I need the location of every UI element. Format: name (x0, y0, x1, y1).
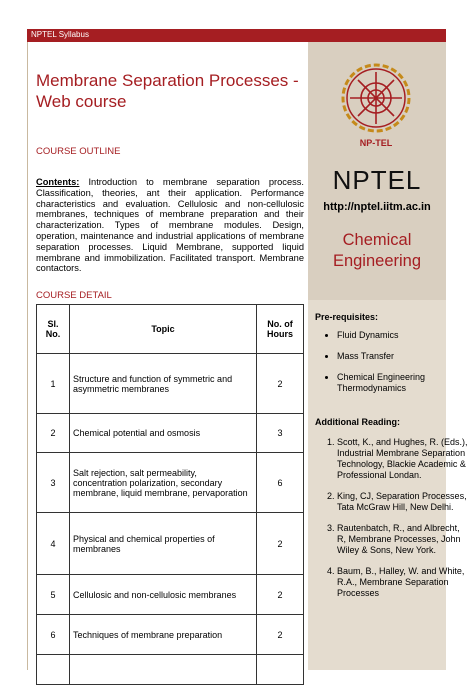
row-topic: Physical and chemical properties of membranes (70, 513, 257, 575)
nptel-logo (337, 60, 415, 150)
course-detail-heading: COURSE DETAIL (36, 290, 112, 301)
prereq-list (315, 330, 467, 404)
row-number: 2 (37, 414, 70, 453)
reading-list (313, 437, 469, 609)
course-title: Membrane Separation Processes - Web course (36, 71, 299, 111)
header-hours: No. of Hours (257, 305, 304, 354)
row-number: 4 (37, 513, 70, 575)
discipline-name: Chemical Engineering (332, 231, 422, 270)
row-topic: Salt rejection, salt permeability, concentration polarization, secondary membrane, liquid membrane, pervaporation (70, 453, 257, 513)
list-item: 4. Baum, B., Halley, W. and White, R.A., Membrane Separation Processes (337, 566, 469, 599)
course-outline-heading: COURSE OUTLINE (36, 146, 121, 157)
row-topic: Cellulosic and non-cellulosic membranes (70, 575, 257, 615)
course-contents (36, 177, 304, 274)
header-topic: Topic (70, 305, 257, 354)
row-number: 1 (37, 354, 70, 414)
contents-label: Contents: (36, 177, 80, 187)
header-sl-no: Sl. No. (37, 305, 70, 354)
course-detail-table (36, 304, 304, 685)
row-topic: Structure and function of symmetric and asymmetric membranes (70, 354, 257, 414)
row-hours: 2 (257, 354, 304, 414)
row-hours: 6 (257, 453, 304, 513)
row-number: 3 (37, 453, 70, 513)
list-item: 3. Rautenbatch, R., and Albrecht, R, Membrane Processes, John Wiley & Sons, New York. (337, 523, 469, 556)
row-number: 5 (37, 575, 70, 615)
list-item: • Fluid Dynamics (337, 330, 467, 341)
header-bar (27, 29, 446, 42)
site-link[interactable]: http://nptel.iitm.ac.in (323, 201, 431, 213)
logo-text: NP-TEL (359, 138, 393, 148)
prereq-heading: Pre-requisites: (315, 312, 379, 322)
table-row (37, 615, 304, 655)
list-item: 2. King, CJ, Separation Processes, Tata McGraw Hill, New Delhi. (337, 491, 469, 513)
row-hours: 2 (257, 575, 304, 615)
reading-heading: Additional Reading: (315, 417, 400, 427)
brand-name: NPTEL (332, 165, 422, 195)
table-row (37, 453, 304, 513)
row-hours: 2 (257, 615, 304, 655)
table-row (37, 414, 304, 453)
table-row (37, 354, 304, 414)
row-topic: Techniques of membrane preparation (70, 615, 257, 655)
row-hours: 2 (257, 513, 304, 575)
table-row (37, 575, 304, 615)
logo-star (350, 72, 402, 124)
header-label: NPTEL Syllabus (31, 30, 89, 39)
list-item: 1. Scott, K., and Hughes, R. (Eds.), Industrial Membrane Separation Technology, Blackie Academic & Professional Londan. (337, 437, 469, 481)
row-topic: Chemical potential and osmosis (70, 414, 257, 453)
row-number: 6 (37, 615, 70, 655)
list-item: • Mass Transfer (337, 351, 467, 362)
table-row (37, 513, 304, 575)
table-header-row (37, 305, 304, 354)
row-hours: 3 (257, 414, 304, 453)
list-item: • Chemical Engineering Thermodynamics (337, 372, 467, 394)
contents-text: Introduction to membrane separation process. Classification, theories, ant their application. Performance characteristics and evaluation. Cellulosic and non-cellulosic membranes, techniques of membrane preparation and their characterization. Types of membrane modules. Design, operation, maintenance and industrial applications of membrane separation processes. Liquid Membrane, supported liquid membrane and immobilization. Facilitated transport. Membrane contactors. (36, 177, 304, 274)
